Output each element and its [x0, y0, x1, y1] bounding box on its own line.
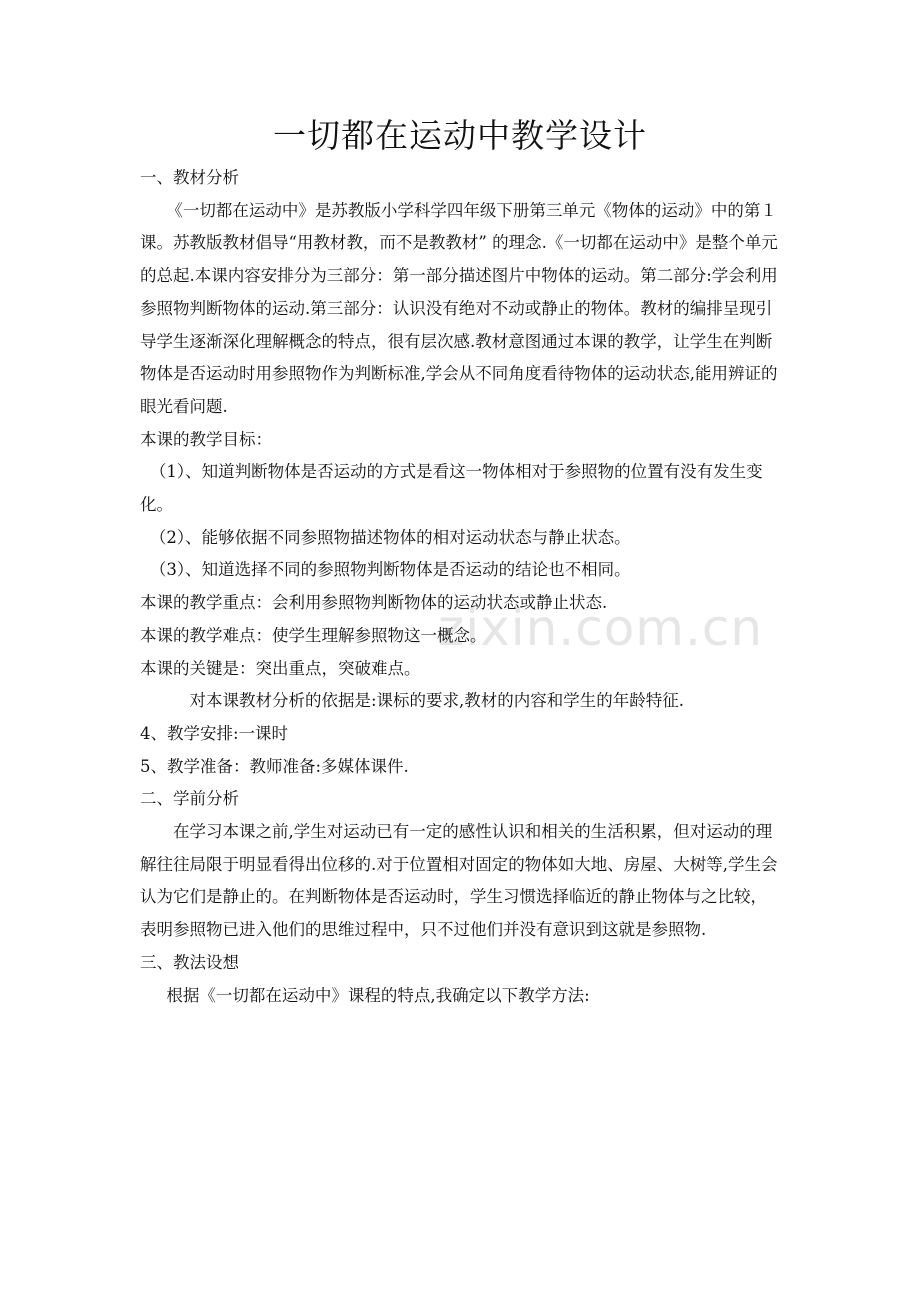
goal-item-2: （2）、能够依据不同参照物描述物体的相对运动状态与静止状态。	[149, 527, 631, 547]
paragraph-textbook-analysis: 《一切都在运动中》是苏教版小学科学四年级下册第三单元《物体的运动》中的第１课。苏教版教材倡导“用教材教，而不是教教材” 的理念.《一切都在运动中》是整个单元的总起.本课内容安排分为三部分：第一部分描述图片中物体的运动。第二部分:学会利用参照物判断物体的运动.第三部分：认识没有绝对不动或静止的物体。教材的编排呈现引导学生逐渐深化理解概念的特点，很有层次感.教材意图通过本课的教学，让学生在判断物体是否运动时用参照物作为判断标准,学会从不同角度看待物体的运动状态,能用辨证的眼光看问题.	[140, 200, 778, 416]
teaching-arrangement: 4、教学安排:一课时	[140, 723, 289, 743]
goal-item-3: （3）、知道选择不同的参照物判断物体是否运动的结论也不相同。	[149, 560, 631, 580]
lesson-key: 本课的关键是：突出重点，突破难点。	[140, 658, 421, 678]
document-body	[140, 162, 782, 1012]
paragraph-teaching-method: 根据《一切都在运动中》课程的特点,我确定以下教学方法:	[166, 985, 590, 1005]
teaching-key-point: 本课的教学重点：会利用参照物判断物体的运动状态或静止状态.	[140, 593, 608, 613]
document-title: 一切都在运动中教学设计	[273, 116, 647, 155]
analysis-basis: 对本课教材分析的依据是:课标的要求,教材的内容和学生的年龄特征.	[189, 691, 685, 711]
watermark: zixin.com.cn	[438, 599, 764, 657]
heading-teaching-goals: 本课的教学目标：	[140, 429, 272, 449]
paragraph-pre-study-analysis: 在学习本课之前,学生对运动已有一定的感性认识和相关的生活积累，但对运动的理解往往局限于明显看得出位移的.对于位置相对固定的物体如大地、房屋、大树等,学生会认为它们是静止的。在判断物体是否运动时，学生习惯选择临近的静止物体与之比较，表明参照物已进入他们的思维过程中，只不过他们并没有意识到这就是参照物.	[140, 822, 778, 940]
section-heading-pre-study-analysis: 二、学前分析	[140, 789, 239, 809]
section-heading-textbook-analysis: 一、教材分析	[140, 168, 239, 187]
goal-item-1: （1）、知道判断物体是否运动的方式是看这一物体相对于参照物的位置有没有发生变化。	[140, 462, 763, 515]
section-heading-teaching-method: 三、教法设想	[140, 952, 239, 972]
teaching-preparation: 5、教学准备：教师准备:多媒体课件.	[140, 756, 409, 776]
teaching-difficulty: 本课的教学难点：使学生理解参照物这一概念。	[140, 625, 487, 645]
